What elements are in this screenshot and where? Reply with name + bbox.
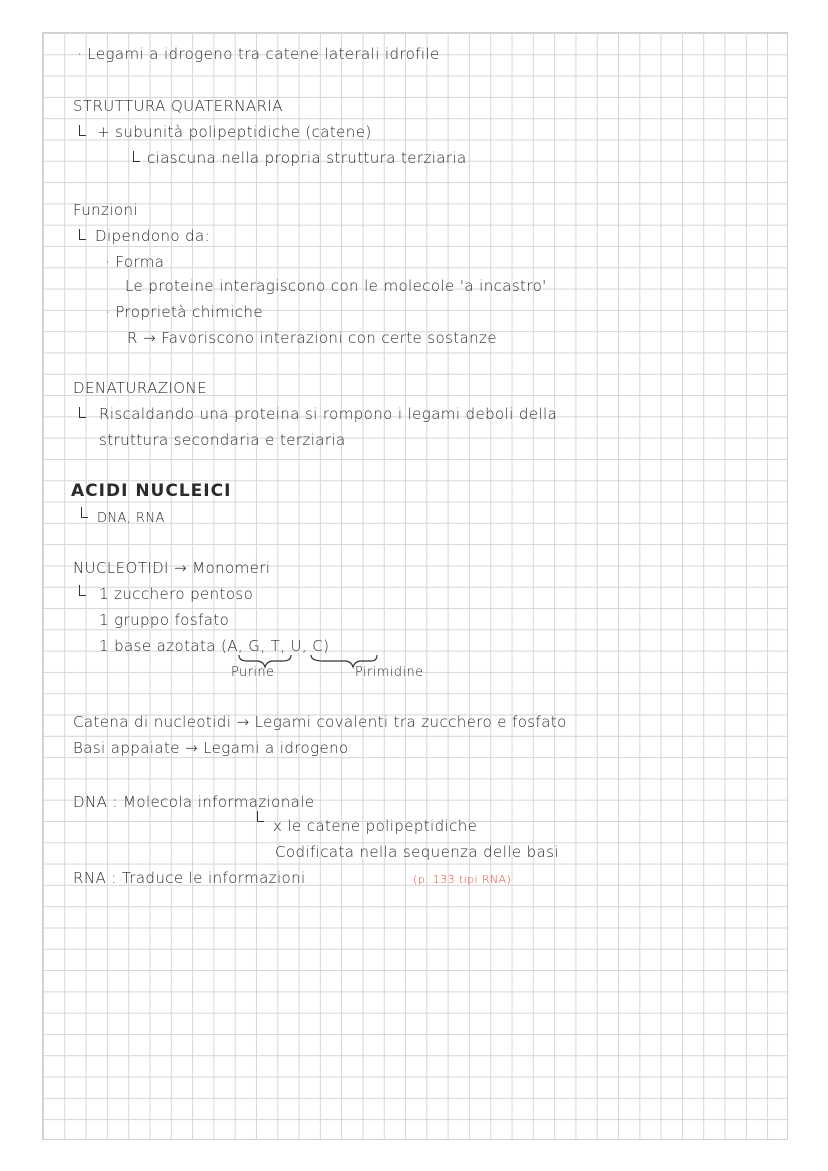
line-basi-appaiate: Basi appaiate → Legami a idrogeno: [73, 739, 349, 757]
line-proprieta: · Proprietà chimiche: [105, 303, 263, 321]
heading-nucleotidi: NUCLEOTIDI → Monomeri: [73, 559, 271, 577]
line-interagiscono: Le proteine interagiscono con le molecole 'a incastro': [125, 277, 547, 295]
line-forma: · Forma: [105, 253, 165, 271]
heading-struttura-quaternaria: STRUTTURA QUATERNARIA: [73, 97, 283, 115]
line-ciascuna: ciascuna nella propria struttura terziaria: [147, 149, 467, 167]
line-legami-idrogeno: · Legami a idrogeno tra catene laterali idrofile: [77, 45, 440, 63]
line-codificata: Codificata nella sequenza delle basi: [275, 843, 559, 861]
line-fosfato: 1 gruppo fosfato: [99, 611, 230, 629]
line-rna: RNA : Traduce le informazioni: [73, 869, 306, 887]
line-riscaldando: Riscaldando una proteina si rompono i legami deboli della: [99, 405, 558, 423]
line-favoriscono: R → Favoriscono interazioni con certe sostanze: [127, 329, 497, 347]
grid-paper-page: [42, 32, 788, 1140]
heading-funzioni: Funzioni: [73, 201, 138, 219]
purine-brace: [239, 655, 291, 667]
brace-marks: [43, 33, 787, 1139]
label-purine: Purine: [231, 665, 275, 680]
line-struttura-sec: struttura secondaria e terziaria: [99, 431, 346, 449]
line-zucchero: 1 zucchero pentoso: [99, 585, 254, 603]
line-dna-rna: DNA, RNA: [97, 511, 165, 526]
line-subunita: + subunità polipeptidiche (catene): [97, 123, 372, 141]
line-base-azotata: 1 base azotata (A, G, T, U, C): [99, 637, 330, 655]
line-catena: Catena di nucleotidi → Legami covalenti tra zucchero e fosfato: [73, 713, 567, 731]
heading-acidi-nucleici: ACIDI NUCLEICI: [71, 481, 232, 501]
line-dipendono: Dipendono da:: [95, 227, 211, 245]
label-pirimidine: Pirimidine: [355, 665, 424, 680]
note-pagina-rna: (p. 133 tipi RNA): [413, 873, 512, 886]
line-dna: DNA : Molecola informazionale: [73, 793, 315, 811]
heading-denaturazione: DENATURAZIONE: [73, 379, 207, 397]
pirimidine-brace: [311, 655, 377, 667]
line-catene-polipeptidiche: x le catene polipeptidiche: [273, 817, 478, 835]
